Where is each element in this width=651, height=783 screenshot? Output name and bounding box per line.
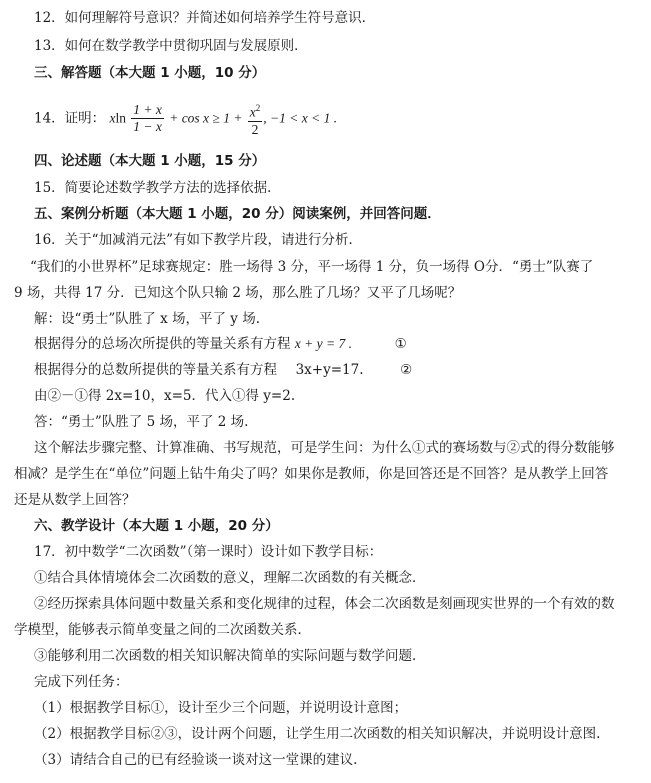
q14-x-squared-base: x <box>249 104 256 120</box>
question-13: 13．如何在数学教学中贯彻巩固与发展原则． <box>34 38 308 54</box>
q14-cos-part: + cos x ≥ 1 + <box>169 110 243 126</box>
equation-2: 3x+y=17. <box>295 362 364 378</box>
q14-tail: , −1 < x < 1 . <box>263 110 338 126</box>
q14-fraction <box>131 102 164 135</box>
q14-x: x <box>109 110 116 126</box>
section-3-heading: 三、解答题（本大题 1 小题，10 分） <box>34 65 266 81</box>
section-5-heading: 五、案例分析题（本大题 1 小题，20 分）阅读案例，并回答问题． <box>34 206 441 222</box>
question-16: 16．关于“加减消元法”有如下教学片段，请进行分析． <box>34 232 362 248</box>
question-17: 17．初中数学“二次函数”（第一课时）设计如下教学目标： <box>34 544 383 560</box>
task-3: （3）请结合自己的已有经验谈一谈对这一堂课的建议. <box>34 752 358 768</box>
goal-3: ③能够利用二次函数的相关知识解决简单的实际问题与数学问题． <box>34 648 426 664</box>
solution-line-1: 解：设“勇士”队胜了 x 场，平了 y 场. <box>34 311 260 327</box>
equation-1: x + y = 7 . <box>294 336 353 351</box>
equation-1-row <box>34 334 407 354</box>
question-12: 12．如何理解符号意识？并简述如何培养学生符号意识． <box>34 10 376 26</box>
task-2: （2）根据教学目标②③，设计两个问题，让学生用二次函数的相关知识解决，并说明设计意图. <box>34 726 601 742</box>
equation-2-marker: ② <box>400 362 413 378</box>
q14-fraction-numerator: 1 + x <box>133 102 162 118</box>
q14-fraction-2 <box>248 100 263 138</box>
goal-1: ①结合具体情境体会二次函数的意义，理解二次函数的有关概念． <box>34 570 426 586</box>
equation-1-text: 根据得分的总场次所提供的等量关系有方程 <box>34 336 291 352</box>
goal-2-line-1: ②经历探索具体问题中数量关系和变化规律的过程，体会二次函数是刻画现实世界的一个有效的数 <box>34 596 615 612</box>
equation-2-text: 根据得分的总数所提供的等量关系有方程 <box>34 362 277 378</box>
solution-line-3: 由②－①得 2x=10，x=5．代入①得 y=2. <box>34 388 296 404</box>
section-6-heading: 六、教学设计（本大题 1 小题，20 分） <box>34 518 279 534</box>
case-paragraph-1-line-1: “我们的小世界杯”足球赛规定：胜一场得 3 分，平一场得 1 分，负一场得 O分．“勇士”队赛了 <box>30 259 594 275</box>
question-15: 15．简要论述数学教学方法的选择依据． <box>34 180 281 196</box>
case-paragraph-1-line-2: 9 场，共得 17 分．已知这个队只输 2 场，那么胜了几场？又平了几场呢？ <box>14 285 462 301</box>
equation-1-marker: ① <box>394 336 407 352</box>
q14-fraction-2-numerator <box>248 100 263 122</box>
case-paragraph-2-line-2: 相减？是学生在“单位”问题上钻牛角尖了吗？如果你是教师，你是回答还是不回答？是从教学上回答 <box>14 466 609 482</box>
task-heading: 完成下列任务： <box>34 674 129 690</box>
q14-ln: ln <box>115 110 126 126</box>
task-1: （1）根据教学目标①，设计至少三个问题，并说明设计意图； <box>34 700 408 716</box>
section-4-heading: 四、论述题（本大题 1 小题，15 分） <box>34 153 266 169</box>
q14-fraction-denominator: 1 − x <box>133 119 162 135</box>
equation-2-row <box>34 360 412 380</box>
q14-exponent: 2 <box>255 103 261 113</box>
question-14-prefix: 14．证明： <box>34 110 106 127</box>
case-paragraph-2-line-1: 这个解法步骤完整、计算准确、书写规范，可是学生问：为什么①式的赛场数与②式的得分数能够 <box>34 440 615 456</box>
case-paragraph-2-line-3: 还是从数学上回答？ <box>14 492 136 508</box>
q14-fraction-2-denominator: 2 <box>251 121 259 137</box>
question-14 <box>34 100 337 140</box>
goal-2-line-2: 学模型，能够表示简单变量之间的二次函数关系． <box>14 622 311 638</box>
solution-line-4: 答：“勇士”队胜了 5 场，平了 2 场. <box>34 414 249 430</box>
